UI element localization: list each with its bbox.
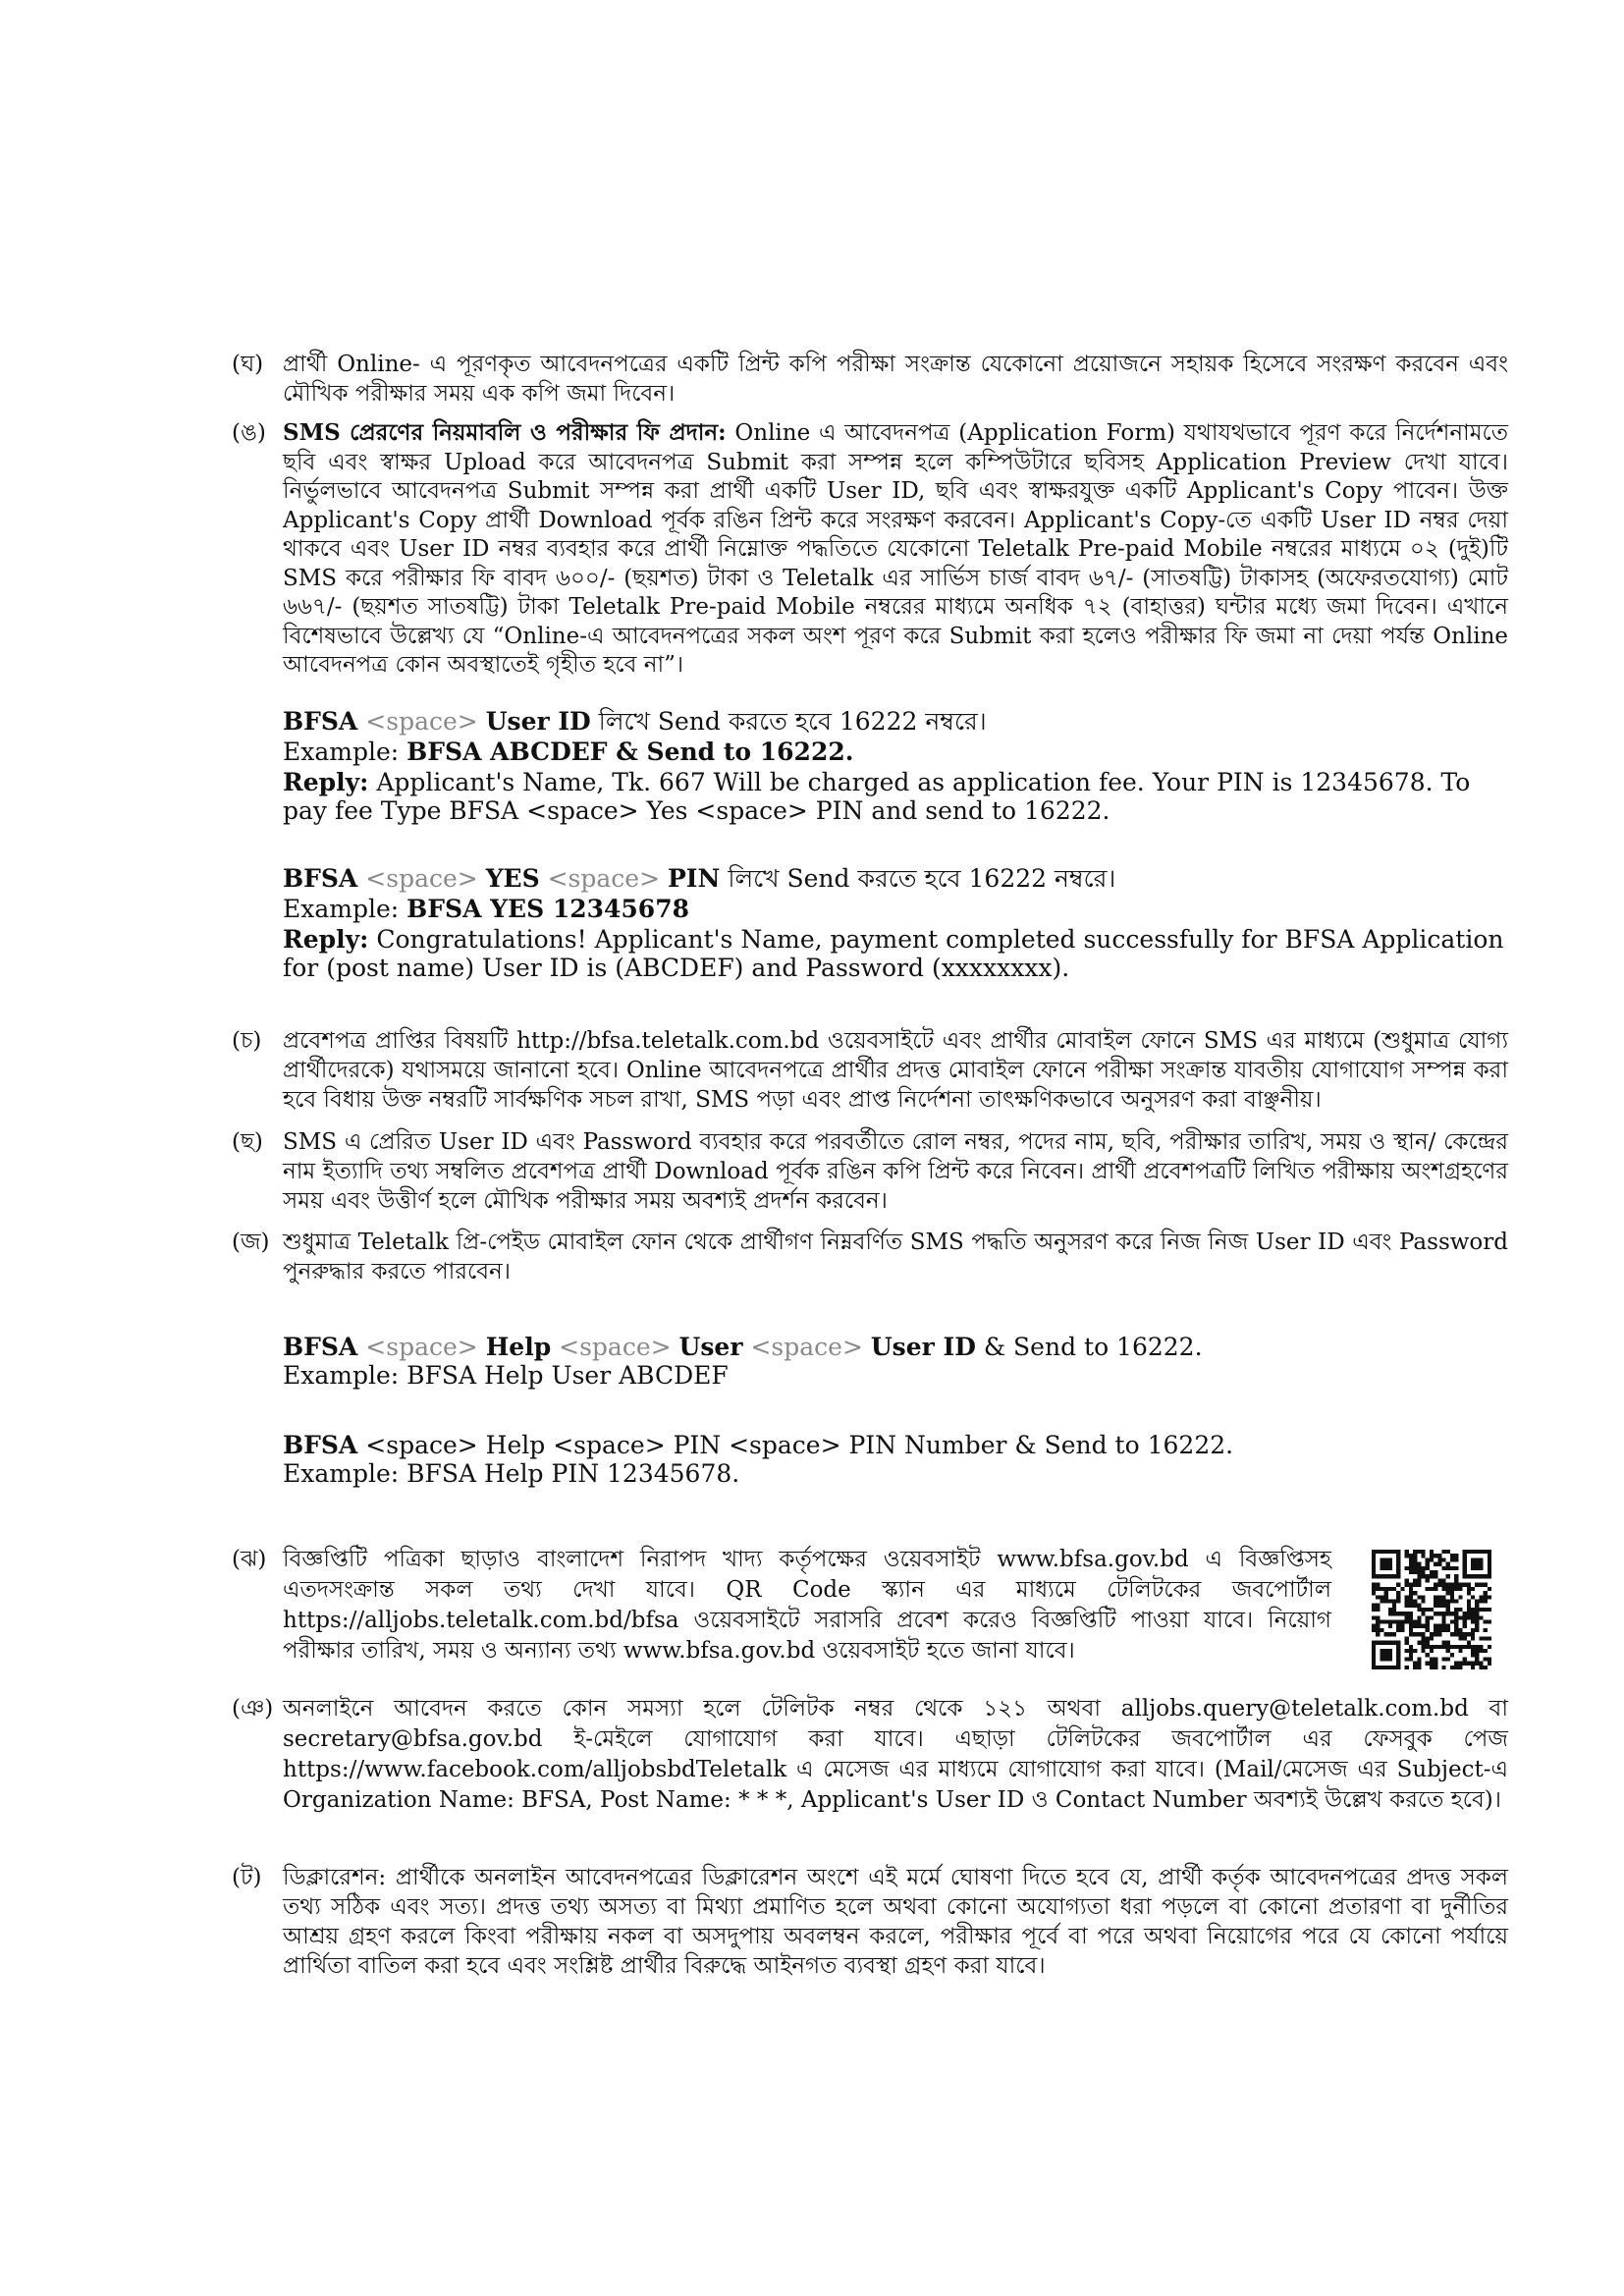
reply-text: Applicant's Name, Tk. 667 Will be charged as application fee. Your PIN is 12345678. To pay fee Type BFSA <space> Yes <space> PIN and send to 16222.	[283, 768, 1471, 825]
reply-label: Reply:	[283, 925, 369, 954]
reply-label: Reply:	[283, 768, 369, 796]
keyword-pin: PIN	[668, 864, 721, 893]
item-jha	[232, 1545, 1331, 1667]
example-value: BFSA ABCDEF & Send to 16222.	[406, 738, 854, 766]
space-token: <space>	[750, 1333, 863, 1361]
item-marker: (ঝ)	[232, 1547, 267, 1572]
space-token: <space>	[365, 1333, 478, 1361]
sms-instruction-1	[283, 707, 1510, 825]
keyword-yes: YES	[485, 864, 540, 893]
item-ja	[232, 1228, 1508, 1286]
qr-code-icon[interactable]	[1372, 1550, 1491, 1669]
item-text: শুধুমাত্র Teletalk প্রি-পেইড মোবাইল ফোন থেকে প্রার্থীগণ নিম্নবর্ণিত SMS পদ্ধতি অনুসরণ করে নিজ নিজ User ID এবং Password পুনরুদ্ধার করতে পারবেন।	[283, 1230, 1508, 1285]
help-example-line: Example: BFSA Help User ABCDEF	[283, 1361, 729, 1390]
item-text: বিজ্ঞপ্তিটি পত্রিকা ছাড়াও বাংলাদেশ নিরাপদ খাদ্য কর্তৃপক্ষের ওয়েবসাইট www.bfsa.gov.bd এ বিজ্ঞপ্তিসহ এতদসংক্রান্ত সকল তথ্য দেখা যাবে। QR Code স্ক্যান এর মাধ্যমে টেলিটকের জবপোর্টাল https://alljobs.teletalk.com.bd/bfsa ওয়েবসাইটে সরাসরি প্রবেশ করেও বিজ্ঞপ্তিটি পাওয়া যাবে। নিয়োগ পরীক্ষার তারিখ, সময় ও অন্যান্য তথ্য www.bfsa.gov.bd ওয়েবসাইট হতে জানা যাবে।	[283, 1547, 1331, 1664]
sms-example-line	[283, 895, 1510, 923]
keyword-help: Help	[485, 1333, 552, 1361]
keyword-bfsa: BFSA	[283, 1431, 358, 1459]
help-format-rest: & Send to 16222.	[983, 1333, 1203, 1361]
keyword-bfsa: BFSA	[283, 707, 358, 736]
sms-format-line	[283, 707, 1510, 736]
item-marker: (ট)	[232, 1865, 262, 1890]
example-value: BFSA YES 12345678	[406, 895, 689, 923]
item-chha	[232, 1127, 1508, 1216]
item-marker: (ছ)	[232, 1129, 263, 1155]
item-text: Online এ আবেদনপত্র (Application Form) যথাযথভাবে পূরণ করে নির্দেশনামতে ছবি এবং স্বাক্ষর Upload করে আবেদনপত্র Submit করা সম্পন্ন হলে কম্পিউটারে ছবিসহ Application Preview দেখা যাবে। নির্ভুলভাবে আবেদনপত্র Submit সম্পন্ন করা প্রার্থী একটি User ID, ছবি এবং স্বাক্ষরযুক্ত একটি Applicant's Copy পাবেন। উক্ত Applicant's Copy প্রার্থী Download পূর্বক রঙিন প্রিন্ট করে সংরক্ষণ করবেন। Applicant's Copy-তে একটি User ID নম্বর দেয়া থাকবে এবং User ID নম্বর ব্যবহার করে প্রার্থী নিম্নোক্ত পদ্ধতিতে যেকোনো Teletalk Pre-paid Mobile নম্বরের মাধ্যমে ০২ (দুই)টি SMS করে পরীক্ষার ফি বাবদ ৬০০/- (ছয়শত) টাকা ও Teletalk এর সার্ভিস চার্জ বাবদ ৬৭/- (সাতষট্টি) টাকাসহ (অফেরতযোগ্য) মোট ৬৬৭/- (ছয়শত সাতষট্টি) টাকা Teletalk Pre-paid Mobile নম্বরের মাধ্যমে অনধিক ৭২ (বাহাত্তর) ঘন্টার মধ্যে জমা দিবেন। এখানে বিশেষভাবে উল্লেখ্য যে “Online-এ আবেদনপত্রের সকল অংশ পূরণ করে Submit করা হলেও পরীক্ষার ফি জমা না দেয়া পর্যন্ত Online আবেদনপত্র কোন অবস্থাতেই গৃহীত হবে না”।	[283, 420, 1508, 678]
keyword-user-id: User ID	[870, 1333, 976, 1361]
item-text: SMS এ প্রেরিত User ID এবং Password ব্যবহার করে পরবর্তীতে রোল নম্বর, পদের নাম, ছবি, পরীক্ষার তারিখ, সময় ও স্থান/ কেন্দ্রের নাম ইত্যাদি তথ্য সম্বলিত প্রবেশপত্র প্রার্থী Download পূর্বক রঙিন কপি প্রিন্ট করে নিবেন। প্রার্থী প্রবেশপত্রটি লিখিত পরীক্ষায় অংশগ্রহণের সময় এবং উত্তীর্ণ হলে মৌখিক পরীক্ষার সময় অবশ্যই প্রদর্শন করবেন।	[283, 1129, 1508, 1214]
keyword-bfsa: BFSA	[283, 1333, 358, 1361]
space-token: <space>	[365, 707, 478, 736]
sms-format-rest: লিখে Send করতে হবে 16222 নম্বরে।	[728, 864, 1116, 893]
example-label: Example:	[283, 895, 400, 923]
item-marker: (ঞ)	[232, 1696, 274, 1722]
example-label: Example:	[283, 738, 400, 766]
sms-reply-line	[283, 768, 1510, 825]
item-heading: SMS প্রেরণের নিয়মাবলি ও পরীক্ষার ফি প্রদান:	[283, 419, 727, 446]
item-marker: (ঘ)	[232, 352, 264, 377]
space-token: <space>	[365, 864, 478, 893]
help-example-line: Example: BFSA Help PIN 12345678.	[283, 1459, 740, 1488]
item-text: ডিক্লারেশন: প্রার্থীকে অনলাইন আবেদনপত্রের ডিক্লারেশন অংশে এই মর্মে ঘোষণা দিতে হবে যে, প্রার্থী কর্তৃক আবেদনপত্রের প্রদত্ত সকল তথ্য সঠিক এবং সত্য। প্রদত্ত তথ্য অসত্য বা মিথ্যা প্রমাণিত হলে অথবা কোনো অযোগ্যতা ধরা পড়লে বা কোনো প্রতারণা বা দুর্নীতির আশ্রয় গ্রহণ করলে কিংবা পরীক্ষায় নকল বা অসদুপায় অবলম্বন করলে, পরীক্ষার পূর্বে বা পরে অথবা নিয়োগের পরে যে কোনো পর্যায়ে প্রার্থিতা বাতিল করা হবে এবং সংশ্লিষ্ট প্রার্থীর বিরুদ্ধে আইনগত ব্যবস্থা গ্রহণ করা যাবে।	[283, 1865, 1508, 1979]
item-text: অনলাইনে আবেদন করতে কোন সমস্যা হলে টেলিটক নম্বর থেকে ১২১ অথবা alljobs.query@teletalk.com.bd বা secretary@bfsa.gov.bd ই-মেইলে যোগাযোগ করা যাবে। এছাড়া টেলিটকের জবপোর্টাল এর ফেসবুক পেজ https://www.facebook.com/alljobsbdTeletalk এ মেসেজ এর মাধ্যমে যোগাযোগ করা যাবে। (Mail/মেসেজ এর Subject-এ Organization Name: BFSA, Post Name: * * *, Applicant's User ID ও Contact Number অবশ্যই উল্লেখ করতে হবে)।	[283, 1696, 1508, 1813]
sms-format-line	[283, 864, 1510, 893]
item-cha	[232, 1026, 1508, 1115]
item-marker: (জ)	[232, 1230, 270, 1255]
item-marker: (ঙ)	[232, 420, 266, 446]
item-marker: (চ)	[232, 1028, 262, 1054]
keyword-bfsa: BFSA	[283, 864, 358, 893]
item-gha	[232, 350, 1508, 409]
item-text: প্রবেশপত্র প্রাপ্তির বিষয়টি http://bfsa.teletalk.com.bd ওয়েবসাইটে এবং প্রার্থীর মোবাইল ফোনে SMS এর মাধ্যমে (শুধুমাত্র যোগ্য প্রার্থীদেরকে) যথাসময়ে জানানো হবে। Online আবেদনপত্রে প্রার্থীর প্রদত্ত মোবাইল ফোনে পরীক্ষা সংক্রান্ত যাবতীয় যোগাযোগ সম্পন্ন করা হবে বিধায় উক্ত নম্বরটি সার্বক্ষণিক সচল রাখা, SMS পড়া এবং প্রাপ্ত নির্দেশনা তাৎক্ষণিকভাবে অনুসরণ করা বাঞ্ছনীয়।	[283, 1028, 1508, 1113]
item-nya	[232, 1694, 1508, 1816]
space-token: <space>	[547, 864, 661, 893]
help-format-line	[283, 1333, 1510, 1361]
item-ta	[232, 1863, 1508, 1981]
sms-format-rest: লিখে Send করতে হবে 16222 নম্বরে।	[598, 707, 987, 736]
item-text: প্রার্থী Online- এ পূরণকৃত আবেদনপত্রের একটি প্রিন্ট কপি পরীক্ষা সংক্রান্ত যেকোনো প্রয়োজনে সহায়ক হিসেবে সংরক্ষণ করবেন এবং মৌখিক পরীক্ষার সময় এক কপি জমা দিবেন।	[283, 352, 1508, 407]
help-instruction-2	[283, 1431, 1510, 1488]
sms-instruction-2	[283, 864, 1510, 982]
keyword-user: User	[678, 1333, 743, 1361]
help-instruction-1	[283, 1333, 1510, 1390]
keyword-user-id: User ID	[485, 707, 591, 736]
sms-example-line	[283, 738, 1510, 766]
reply-text: Congratulations! Applicant's Name, payment completed successfully for BFSA Application for (post name) User ID is (ABCDEF) and Password (xxxxxxxx).	[283, 925, 1504, 982]
sms-reply-line	[283, 925, 1510, 982]
space-token: <space>	[559, 1333, 672, 1361]
item-umo	[232, 418, 1508, 681]
help-format-line	[283, 1431, 1510, 1459]
help-format-rest: <space> Help <space> PIN <space> PIN Number & Send to 16222.	[365, 1431, 1234, 1459]
